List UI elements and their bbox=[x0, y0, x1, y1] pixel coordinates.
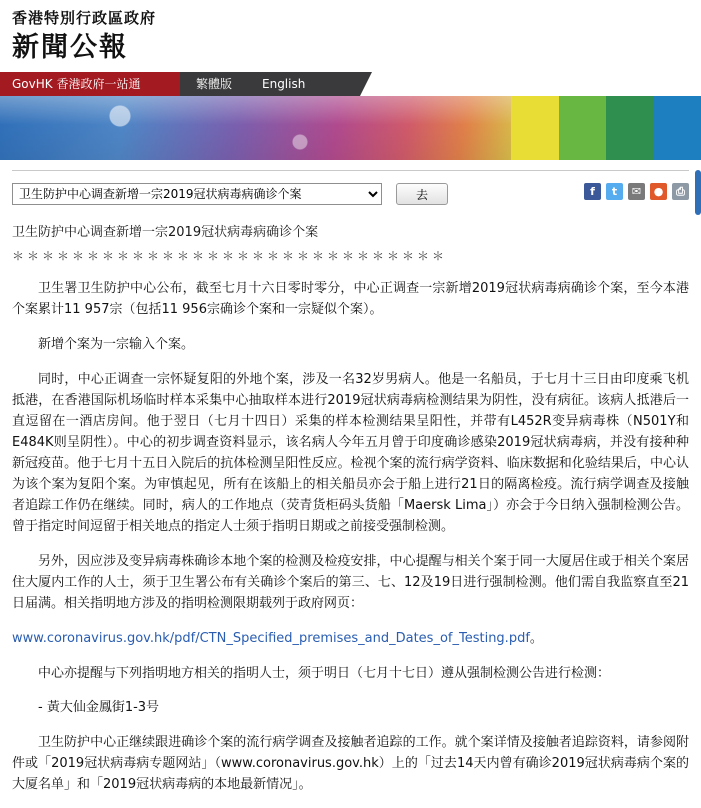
go-button[interactable]: 去 bbox=[396, 183, 448, 205]
government-name: 香港特別行政區政府 bbox=[12, 9, 157, 27]
article-paragraph: 同时，中心正调查一宗怀疑复阳的外地个案，涉及一名32岁男病人。他是一名船员，于七月十三日由印度乘飞机抵港，在香港国际机场临时样本采集中心抽取样本进行2019冠状病毒病检测结果为阴性，没有病征。该病人抵港后一直逗留在一酒店房间。他于翌日（七月十四日）采集的样本检测结果呈阳性，并带有L452R变异病毒株（N501Y和E484K则呈阴性）。中心的初步调查资料显示，该名病人今年五月曾于印度确诊感染2019冠状病毒病，并没有接种种新冠疫苗。他于七月十五日入院后的抗体检测呈阳性反应。检视个案的流行病学资料、临床数据和化验结果后，中心认为该个案为复阳个案。为审慎起见，所有在该船上的相关船员亦会于船上进行21日的隔离检疫。流行病学调查及接触者追踪工作仍在继续。同时，病人的工作地点（荧青货柜码头货船「Maersk Lima」）亦会于今日纳入强制检测公告。曾于指定时间逗留于相关地点的指定人士须于指明日期或之前接受强制检测。 bbox=[12, 372, 689, 534]
article-paragraph: 另外，因应涉及变异病毒株确诊本地个案的检测及检疫安排，中心提醒与相关个案于同一大厦居住或于相关个案居住大厦内工作的人士，须于卫生署公布有关确诊个案后的第三、七、12及19日进行强制检测。他们需自我监察直至21日届满。相关指明地方涉及的指明检测限期载列于政府网页： bbox=[12, 554, 689, 611]
facebook-share-icon[interactable]: f bbox=[584, 183, 601, 200]
press-release-select[interactable] bbox=[12, 183, 382, 205]
pdf-link-suffix: 。 bbox=[529, 631, 543, 646]
content-area bbox=[0, 170, 701, 795]
print-icon[interactable]: ⎙ bbox=[672, 183, 689, 200]
twitter-share-icon[interactable]: t bbox=[606, 183, 623, 200]
banner-color-tiles bbox=[511, 96, 701, 160]
scrollbar-thumb[interactable] bbox=[695, 170, 701, 215]
article-paragraph: 卫生署卫生防护中心公布，截至七月十六日零时零分，中心正调查一宗新增2019冠状病毒病确诊个案，至今本港个案累计11 957宗（包括11 956宗确诊个案和一宗疑似个案）。 bbox=[12, 281, 689, 317]
traditional-chinese-link[interactable]: 繁體版 bbox=[196, 77, 233, 91]
archive-toolbar bbox=[12, 183, 689, 205]
specified-premises-address: - 黃大仙金鳳街1-3号 bbox=[38, 700, 160, 715]
masthead bbox=[0, 0, 701, 66]
testing-schedule-pdf-link[interactable]: www.coronavirus.gov.hk/pdf/CTN_Specified_premises_and_Dates_of_Testing.pdf bbox=[12, 631, 530, 646]
english-link[interactable]: English bbox=[262, 77, 306, 91]
pdf-link-paragraph bbox=[12, 628, 689, 649]
rss-icon[interactable]: ● bbox=[650, 183, 667, 200]
site-title: 新聞公報 bbox=[12, 32, 128, 63]
govhk-link[interactable]: GovHK 香港政府一站通 bbox=[0, 72, 180, 96]
share-buttons bbox=[584, 183, 689, 200]
top-navigation bbox=[0, 72, 701, 96]
email-share-icon[interactable]: ✉ bbox=[628, 183, 645, 200]
article-paragraph: 卫生防护中心正继续跟进确诊个案的流行病学调查及接触者追踪的工作。就个案详情及接触者追踪资料，请参阅附件或「2019冠状病毒病专题网站」（www.coronavirus.gov.hk）上的「过去14天内曾有确诊2019冠状病毒病个案的大厦名单」和「2019冠状病毒病的本地最新情况」。 bbox=[12, 735, 689, 792]
article-paragraph: 新增个案为一宗输入个案。 bbox=[38, 337, 195, 352]
banner-image bbox=[0, 96, 701, 160]
divider bbox=[12, 170, 689, 171]
article-paragraph: 中心亦提醒与下列指明地方相关的指明人士，须于明日（七月十七日）遵从强制检测公告进行检测： bbox=[38, 666, 611, 681]
headline-separator: ＊＊＊＊＊＊＊＊＊＊＊＊＊＊＊＊＊＊＊＊＊＊＊＊＊＊＊＊＊ bbox=[12, 249, 448, 263]
article-headline: 卫生防护中心调查新增一宗2019冠状病毒病确诊个案 bbox=[12, 225, 319, 240]
